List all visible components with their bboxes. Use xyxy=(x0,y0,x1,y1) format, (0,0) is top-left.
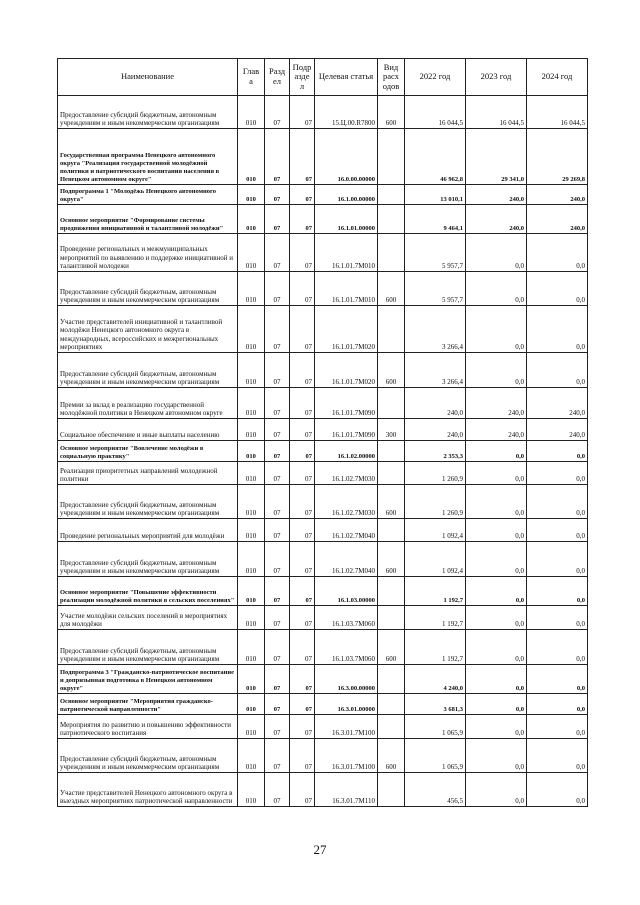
row-value-2024: 0,0 xyxy=(527,485,588,519)
row-expense-type xyxy=(378,606,405,630)
row-value-2022: 5 957,7 xyxy=(405,272,466,306)
row-razdel: 07 xyxy=(265,419,290,441)
row-target-article: 16.1.03.7М060 xyxy=(315,606,378,630)
table-row xyxy=(58,353,588,388)
row-podrazdel: 07 xyxy=(290,715,315,739)
row-podrazdel: 07 xyxy=(290,96,315,129)
row-glava: 010 xyxy=(238,773,265,807)
row-name: Премии за вклад в реализацию государственной молодёжной политики в Ненецком автономном округе xyxy=(58,388,238,419)
row-value-2023: 0,0 xyxy=(466,715,527,739)
row-value-2022: 2 353,3 xyxy=(405,441,466,462)
row-glava: 010 xyxy=(238,606,265,630)
table-row xyxy=(58,665,588,694)
row-podrazdel: 07 xyxy=(290,185,315,205)
row-value-2022: 3 266,4 xyxy=(405,353,466,388)
row-expense-type xyxy=(378,577,405,606)
row-glava: 010 xyxy=(238,715,265,739)
row-value-2024: 0,0 xyxy=(527,773,588,807)
row-glava: 010 xyxy=(238,353,265,388)
row-value-2023: 240,0 xyxy=(466,419,527,441)
row-expense-type: 600 xyxy=(378,272,405,306)
row-razdel: 07 xyxy=(265,234,290,272)
row-target-article: 16.3.00.00000 xyxy=(315,665,378,694)
row-expense-type xyxy=(378,441,405,462)
table-row xyxy=(58,739,588,773)
row-podrazdel: 07 xyxy=(290,542,315,577)
row-name: Предоставление субсидий бюджетным, автономным учреждениям и иным некоммерческим организациям xyxy=(58,485,238,519)
header-glava: Глав а xyxy=(238,59,265,96)
row-name: Предоставление субсидий бюджетным, автономным учреждениям и иным некоммерческим организациям xyxy=(58,630,238,665)
row-razdel: 07 xyxy=(265,388,290,419)
row-value-2024: 0,0 xyxy=(527,542,588,577)
row-value-2022: 16 044,5 xyxy=(405,96,466,129)
row-glava: 010 xyxy=(238,694,265,715)
row-expense-type xyxy=(378,129,405,185)
row-podrazdel: 07 xyxy=(290,388,315,419)
table-row xyxy=(58,773,588,807)
row-glava: 010 xyxy=(238,519,265,542)
row-value-2023: 240,0 xyxy=(466,185,527,205)
row-name: Предоставление субсидий бюджетным, автономным учреждениям и иным некоммерческим организациям xyxy=(58,353,238,388)
row-podrazdel: 07 xyxy=(290,485,315,519)
header-2024: 2024 год xyxy=(527,59,588,96)
row-name: Мероприятия по развитию и повышению эффективности патриотического воспитания xyxy=(58,715,238,739)
table-row xyxy=(58,577,588,606)
row-razdel: 07 xyxy=(265,606,290,630)
row-name: Подпрограмма 3 "Гражданско-патриотическое воспитание и допризывная подготовка в Ненецком автономном округе" xyxy=(58,665,238,694)
row-value-2024: 240,0 xyxy=(527,419,588,441)
row-expense-type xyxy=(378,773,405,807)
row-value-2022: 456,5 xyxy=(405,773,466,807)
row-glava: 010 xyxy=(238,665,265,694)
row-podrazdel: 07 xyxy=(290,665,315,694)
row-razdel: 07 xyxy=(265,462,290,485)
row-target-article: 16.1.01.7М090 xyxy=(315,388,378,419)
row-value-2024: 0,0 xyxy=(527,715,588,739)
row-value-2023: 0,0 xyxy=(466,739,527,773)
table-row xyxy=(58,388,588,419)
row-glava: 010 xyxy=(238,272,265,306)
row-glava: 010 xyxy=(238,205,265,234)
row-value-2024: 0,0 xyxy=(527,353,588,388)
row-podrazdel: 07 xyxy=(290,606,315,630)
row-expense-type xyxy=(378,185,405,205)
row-value-2023: 0,0 xyxy=(466,306,527,353)
row-glava: 010 xyxy=(238,485,265,519)
table-header-row xyxy=(58,59,588,96)
row-podrazdel: 07 xyxy=(290,577,315,606)
row-target-article: 16.3.01.00000 xyxy=(315,694,378,715)
table-row xyxy=(58,715,588,739)
row-name: Предоставление субсидий бюджетным, автономным учреждениям и иным некоммерческим организациям xyxy=(58,542,238,577)
row-target-article: 16.1.02.7М030 xyxy=(315,485,378,519)
row-target-article: 16.1.02.7М040 xyxy=(315,519,378,542)
row-target-article: 16.1.03.00000 xyxy=(315,577,378,606)
row-value-2022: 5 957,7 xyxy=(405,234,466,272)
row-value-2024: 29 269,8 xyxy=(527,129,588,185)
table-row xyxy=(58,462,588,485)
row-expense-type xyxy=(378,694,405,715)
row-razdel: 07 xyxy=(265,205,290,234)
table-row xyxy=(58,542,588,577)
table-row xyxy=(58,630,588,665)
row-expense-type xyxy=(378,665,405,694)
row-razdel: 07 xyxy=(265,665,290,694)
row-expense-type: 600 xyxy=(378,542,405,577)
row-value-2022: 240,0 xyxy=(405,419,466,441)
row-value-2024: 240,0 xyxy=(527,185,588,205)
row-expense-type: 600 xyxy=(378,353,405,388)
row-name: Предоставление субсидий бюджетным, автономным учреждениям и иным некоммерческим организациям xyxy=(58,96,238,129)
row-glava: 010 xyxy=(238,419,265,441)
row-value-2023: 0,0 xyxy=(466,577,527,606)
page-number: 27 xyxy=(313,842,327,857)
budget-table-page xyxy=(57,58,587,807)
row-value-2023: 0,0 xyxy=(466,441,527,462)
budget-table xyxy=(57,58,588,807)
row-value-2023: 0,0 xyxy=(466,353,527,388)
header-razdel: Разд ел xyxy=(265,59,290,96)
row-value-2024: 0,0 xyxy=(527,519,588,542)
row-value-2024: 0,0 xyxy=(527,630,588,665)
row-value-2022: 1 192,7 xyxy=(405,630,466,665)
row-glava: 010 xyxy=(238,462,265,485)
row-value-2022: 4 240,0 xyxy=(405,665,466,694)
row-podrazdel: 07 xyxy=(290,306,315,353)
row-razdel: 07 xyxy=(265,694,290,715)
row-target-article: 16.0.00.00000 xyxy=(315,129,378,185)
row-target-article: 16.1.01.7М090 xyxy=(315,419,378,441)
header-target-article: Целевая статья xyxy=(315,59,378,96)
row-expense-type: 600 xyxy=(378,96,405,129)
row-podrazdel: 07 xyxy=(290,773,315,807)
row-podrazdel: 07 xyxy=(290,462,315,485)
row-name: Основное мероприятие "Мероприятия гражданско-патриотической направленности" xyxy=(58,694,238,715)
row-value-2022: 9 464,1 xyxy=(405,205,466,234)
row-target-article: 16.1.01.7М010 xyxy=(315,272,378,306)
row-target-article: 16.1.02.7М030 xyxy=(315,462,378,485)
table-row xyxy=(58,129,588,185)
row-value-2022: 1 192,7 xyxy=(405,577,466,606)
row-name: Государственная программа Ненецкого автономного округа "Реализация государственной молодёжной политики и патриотического воспитания населения в Ненецком автономном округе" xyxy=(58,129,238,185)
row-podrazdel: 07 xyxy=(290,205,315,234)
table-row xyxy=(58,694,588,715)
row-expense-type xyxy=(378,462,405,485)
row-value-2023: 0,0 xyxy=(466,665,527,694)
row-name: Социальное обеспечение и иные выплаты населению xyxy=(58,419,238,441)
row-glava: 010 xyxy=(238,441,265,462)
table-body xyxy=(58,96,588,807)
row-value-2022: 240,0 xyxy=(405,388,466,419)
row-target-article: 16.1.01.00000 xyxy=(315,205,378,234)
row-value-2023: 0,0 xyxy=(466,519,527,542)
row-podrazdel: 07 xyxy=(290,630,315,665)
header-expense-type: Вид расх одов xyxy=(378,59,405,96)
row-expense-type xyxy=(378,388,405,419)
table-row xyxy=(58,185,588,205)
row-podrazdel: 07 xyxy=(290,739,315,773)
row-value-2022: 1 092,4 xyxy=(405,542,466,577)
row-razdel: 07 xyxy=(265,353,290,388)
row-value-2024: 0,0 xyxy=(527,739,588,773)
row-target-article: 16.1.02.00000 xyxy=(315,441,378,462)
row-target-article: 16.1.02.7М040 xyxy=(315,542,378,577)
row-razdel: 07 xyxy=(265,441,290,462)
row-razdel: 07 xyxy=(265,630,290,665)
row-value-2024: 16 044,5 xyxy=(527,96,588,129)
row-expense-type xyxy=(378,519,405,542)
table-row xyxy=(58,272,588,306)
row-value-2023: 0,0 xyxy=(466,462,527,485)
row-name: Основное мероприятие "Вовлечение молодёжи в социальную практику" xyxy=(58,441,238,462)
row-value-2024: 0,0 xyxy=(527,462,588,485)
table-row xyxy=(58,306,588,353)
table-row xyxy=(58,519,588,542)
row-razdel: 07 xyxy=(265,185,290,205)
row-value-2023: 0,0 xyxy=(466,630,527,665)
row-glava: 010 xyxy=(238,577,265,606)
row-glava: 010 xyxy=(238,739,265,773)
row-value-2023: 0,0 xyxy=(466,234,527,272)
row-value-2023: 0,0 xyxy=(466,606,527,630)
row-expense-type xyxy=(378,306,405,353)
row-value-2023: 0,0 xyxy=(466,773,527,807)
row-razdel: 07 xyxy=(265,773,290,807)
row-podrazdel: 07 xyxy=(290,441,315,462)
row-value-2022: 3 681,3 xyxy=(405,694,466,715)
row-value-2024: 0,0 xyxy=(527,606,588,630)
row-razdel: 07 xyxy=(265,739,290,773)
row-target-article: 16.1.01.7М010 xyxy=(315,234,378,272)
row-value-2022: 1 092,4 xyxy=(405,519,466,542)
row-target-article: 15.Ц.00.R7800 xyxy=(315,96,378,129)
row-razdel: 07 xyxy=(265,519,290,542)
row-name: Предоставление субсидий бюджетным, автономным учреждениям и иным некоммерческим организациям xyxy=(58,739,238,773)
row-value-2022: 1 065,9 xyxy=(405,715,466,739)
row-glava: 010 xyxy=(238,234,265,272)
row-value-2022: 1 260,9 xyxy=(405,462,466,485)
row-value-2024: 0,0 xyxy=(527,694,588,715)
row-target-article: 16.1.01.7М020 xyxy=(315,306,378,353)
row-podrazdel: 07 xyxy=(290,234,315,272)
row-target-article: 16.1.03.7М060 xyxy=(315,630,378,665)
row-glava: 010 xyxy=(238,388,265,419)
row-expense-type xyxy=(378,205,405,234)
row-razdel: 07 xyxy=(265,129,290,185)
row-value-2022: 13 010,1 xyxy=(405,185,466,205)
table-row xyxy=(58,441,588,462)
row-value-2023: 0,0 xyxy=(466,694,527,715)
row-expense-type: 300 xyxy=(378,419,405,441)
row-razdel: 07 xyxy=(265,485,290,519)
row-expense-type: 600 xyxy=(378,630,405,665)
table-row xyxy=(58,485,588,519)
row-name: Основное мероприятие "Повышение эффективности реализации молодёжной политики в сельских поселениях" xyxy=(58,577,238,606)
row-name: Реализация приоритетных направлений молодежной политики xyxy=(58,462,238,485)
row-target-article: 16.3.01.7М100 xyxy=(315,739,378,773)
table-row xyxy=(58,419,588,441)
row-value-2023: 240,0 xyxy=(466,388,527,419)
row-target-article: 16.1.00.00000 xyxy=(315,185,378,205)
header-2022: 2022 год xyxy=(405,59,466,96)
row-expense-type: 600 xyxy=(378,485,405,519)
table-row xyxy=(58,96,588,129)
row-name: Предоставление субсидий бюджетным, автономным учреждениям и иным некоммерческим организациям xyxy=(58,272,238,306)
table-row xyxy=(58,606,588,630)
row-podrazdel: 07 xyxy=(290,272,315,306)
row-glava: 010 xyxy=(238,630,265,665)
table-row xyxy=(58,205,588,234)
row-value-2024: 0,0 xyxy=(527,306,588,353)
row-value-2023: 0,0 xyxy=(466,272,527,306)
row-expense-type xyxy=(378,234,405,272)
row-name: Основное мероприятие "Формирование системы продвижения инициативной и талантливой молодёжи" xyxy=(58,205,238,234)
row-value-2022: 1 192,7 xyxy=(405,606,466,630)
row-name: Подпрограмма 1 "Молодёжь Ненецкого автономного округа" xyxy=(58,185,238,205)
row-name: Участие представителей Ненецкого автономного округа в выездных мероприятиях патриотической направленности xyxy=(58,773,238,807)
row-glava: 010 xyxy=(238,129,265,185)
header-2023: 2023 год xyxy=(466,59,527,96)
row-glava: 010 xyxy=(238,185,265,205)
row-glava: 010 xyxy=(238,542,265,577)
row-value-2024: 0,0 xyxy=(527,665,588,694)
row-expense-type: 600 xyxy=(378,739,405,773)
row-value-2022: 1 260,9 xyxy=(405,485,466,519)
row-value-2024: 240,0 xyxy=(527,205,588,234)
table-row xyxy=(58,234,588,272)
row-value-2023: 16 044,5 xyxy=(466,96,527,129)
row-value-2024: 0,0 xyxy=(527,441,588,462)
row-value-2022: 46 962,8 xyxy=(405,129,466,185)
row-value-2023: 0,0 xyxy=(466,542,527,577)
row-value-2024: 240,0 xyxy=(527,388,588,419)
row-value-2023: 240,0 xyxy=(466,205,527,234)
row-glava: 010 xyxy=(238,306,265,353)
row-razdel: 07 xyxy=(265,542,290,577)
row-razdel: 07 xyxy=(265,715,290,739)
row-value-2022: 3 266,4 xyxy=(405,306,466,353)
row-razdel: 07 xyxy=(265,96,290,129)
row-name: Участие молодёжи сельских поселений в мероприятиях для молодёжи xyxy=(58,606,238,630)
row-name: Проведение региональных мероприятий для молодёжи xyxy=(58,519,238,542)
row-value-2024: 0,0 xyxy=(527,272,588,306)
row-razdel: 07 xyxy=(265,272,290,306)
row-value-2022: 1 065,9 xyxy=(405,739,466,773)
row-expense-type xyxy=(378,715,405,739)
row-target-article: 16.3.01.7М110 xyxy=(315,773,378,807)
row-target-article: 16.3.01.7М100 xyxy=(315,715,378,739)
header-podrazdel: Подр азде л xyxy=(290,59,315,96)
row-podrazdel: 07 xyxy=(290,353,315,388)
row-razdel: 07 xyxy=(265,577,290,606)
row-podrazdel: 07 xyxy=(290,519,315,542)
row-podrazdel: 07 xyxy=(290,129,315,185)
row-podrazdel: 07 xyxy=(290,419,315,441)
row-name: Проведение региональных и межмуниципальных мероприятий по выявлению и поддержке инициативной и талантливой молодежи xyxy=(58,234,238,272)
row-podrazdel: 07 xyxy=(290,694,315,715)
row-value-2024: 0,0 xyxy=(527,234,588,272)
row-target-article: 16.1.01.7М020 xyxy=(315,353,378,388)
row-name: Участие представителей инициативной и талантливой молодёжи Ненецкого автономного округа в международных, всероссийских и межрегиональных мероприятиях xyxy=(58,306,238,353)
header-name: Наименование xyxy=(58,59,238,96)
row-value-2024: 0,0 xyxy=(527,577,588,606)
row-value-2023: 29 341,0 xyxy=(466,129,527,185)
row-glava: 010 xyxy=(238,96,265,129)
row-value-2023: 0,0 xyxy=(466,485,527,519)
row-razdel: 07 xyxy=(265,306,290,353)
